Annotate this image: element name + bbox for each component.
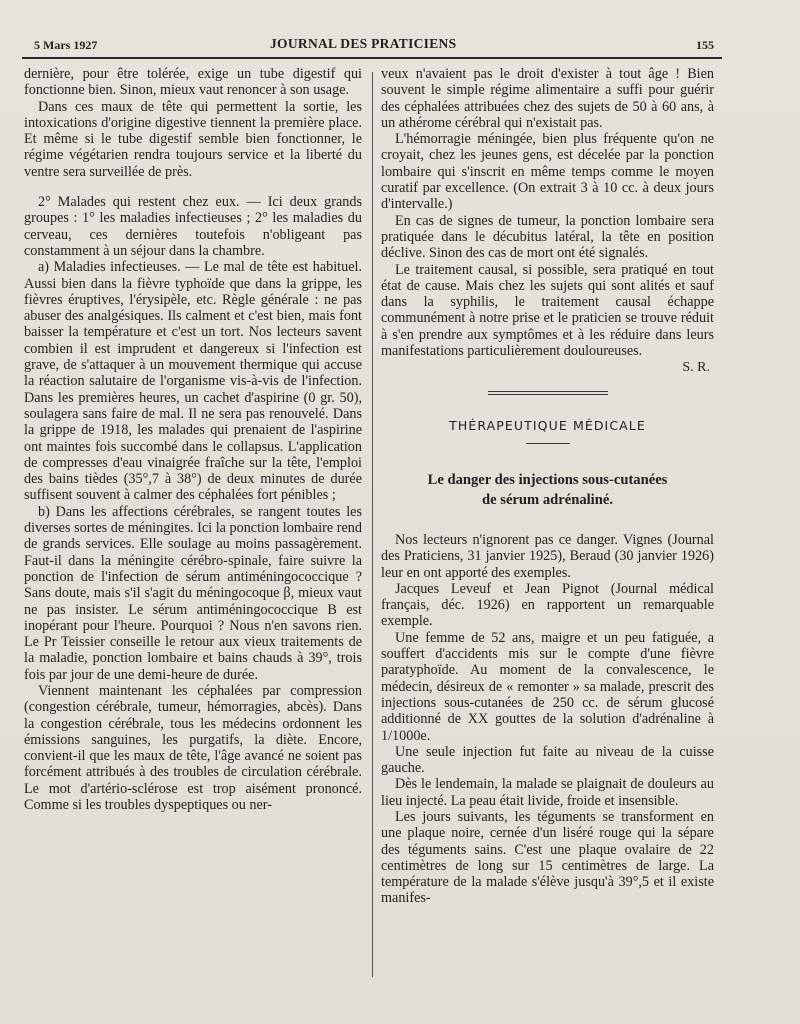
paragraph: a) Maladies infectieuses. — Le mal de tête est habituel. Aussi bien dans la fièvre typhoïde que dans la grippe, les fièvres éruptives, l'érysipèle, etc. Règle générale : ne pas abuser des analgésiques. Ils calment et c'est bien, mais font baisser la température et c'est un tort. Nos lecteurs savent combien il est imprudent et dangereux si l'infection est grave, de s'attaquer à un mouvement thermique qui accuse la réaction salutaire de l'organisme vis-à-vis de l'infection. Dans les premières heures, un cachet d'aspirine (0 gr. 50), soulagera sans faire de mal. Il ne sera pas renouvelé. Dans la grippe de 1918, les malades qui prenaient de l'aspirine ont maintes fois succombé dans le collapsus. L'application de compresses d'eau vinaigrée fraîche sur la tête, l'emploi des bains tièdes (35°,7 à 38°) de deux minutes de durée suffisent souvent à calmer des céphalées fort pénibles ; — [24, 259, 362, 504]
header-page-number: 155 — [696, 38, 714, 52]
section-underline — [526, 443, 570, 444]
paragraph: En cas de signes de tumeur, la ponction lombaire sera pratiquée dans le décubitus latéral, la tête en position déclive. Sinon des cas de mort ont été signalés. — [381, 212, 714, 262]
paragraph: Une femme de 52 ans, maigre et un peu fatiguée, a souffert d'accidents mis sur le compte d'une fièvre paratyphoïde. Au moment de la convalescence, le médecin, désireux de « remonter » sa malade, prescrit des injections sous-cutanées de 250 cc. de sérum glucosé additionné de XX gouttes de la solution d'adrénaline à 1/1000e. — [381, 629, 714, 744]
paragraph: Les jours suivants, les téguments se transforment en une plaque noire, cernée d'un liséré rouge qui la sépare des téguments sains. C'est une plaque ovalaire de 22 centimètres de long sur 15 centimètres de large. La température de la malade s'élève jusqu'à 39°,5 et il existe manifes- — [381, 808, 714, 907]
article-title-line: Le danger des injections sous-cutanées — [427, 471, 668, 488]
header-date: 5 Mars 1927 — [34, 38, 98, 52]
paragraph: Jacques Leveuf et Jean Pignot (Journal médical français, déc. 1926) en rapportent un remarquable exemple. — [381, 580, 714, 630]
paragraph: veux n'avaient pas le droit d'exister à tout âge ! Bien souvent le simple régime alimentaire a suffi pour guérir des céphalées attribuées chez des sujets de 50 à 60 ans, à un athérome cérébral qui n'existait pas. — [381, 66, 714, 131]
column-separator — [372, 72, 373, 977]
paragraph: dernière, pour être tolérée, exige un tube digestif qui fonctionne bien. Sinon, mieux vaut renoncer à son usage. — [24, 66, 362, 99]
header-rule — [22, 57, 722, 59]
paragraph: Viennent maintenant les céphalées par compression (congestion cérébrale, tumeur, hémorragies, abcès). Dans la congestion cérébrale, tous les médecins ordonnent les émissions sanguines, les purgatifs, la diète. Encore, convient-il que les maux de tête, l'âge avancé ne soient pas forcément attribués à des troubles de circulation cérébrale. Le mot d'artério-sclérose est trop aisément prononcé. Comme si les troubles dyspeptiques ou ner- — [24, 682, 362, 814]
paragraph: b) Dans les affections cérébrales, se rangent toutes les diverses sortes de méningites. Ici la ponction lombaire rend de grands services. Elle soulage au moins passagèrement. Faut-il dans la méningite cérébro-spinale, faire suivre la ponction de l'infection de sérum antiméningococcique ? Sans doute, mais s'il s'agit du méningocoque β, mieux vaut ne pas insister. Le sérum antiméningococcique B est inopérant pour l'heure. Pourquoi ? Nous n'en savons rien. Le Pr Teissier conseille le retour aux vieux traitements de la maladie, ponction lombaire et bains chauds à 39°, trois fois par jour de une demi-heure de durée. — [24, 503, 362, 683]
section-divider — [488, 391, 608, 395]
paragraph: Nos lecteurs n'ignorent pas ce danger. Vignes (Journal des Praticiens, 31 janvier 1925), Beraud (30 janvier 1926) leur en ont apporté des exemples. — [381, 531, 714, 581]
article-title-line: de sérum adrénaliné. — [482, 491, 613, 508]
running-header — [34, 36, 714, 56]
paragraph: L'hémorragie méningée, bien plus fréquente qu'on ne croyait, chez les jeunes gens, est décelée par la ponction lombaire qui s'inscrit en même temps comme le moyen curatif par excellence. (On extrait 3 à 10 cc. à deux jours d'intervalle.) — [381, 131, 714, 213]
paragraph: Une seule injection fut faite au niveau de la cuisse gauche. — [381, 743, 714, 777]
article-signature: S. R. — [682, 360, 710, 376]
paragraph: 2° Malades qui restent chez eux. — Ici deux grands groupes : 1° les maladies infectieuses ; 2° les maladies du cerveau, ces dernières toutefois n'obligeant pas constamment à un séjour dans la chambre. — [24, 194, 362, 259]
paragraph: Dans ces maux de tête qui permettent la sortie, les intoxications d'origine digestive tiennent la première place. Et même si le tube digestif semble bien fonctionner, le régime végétarien rendra toujours service et la liberté du ventre sera surveillée de près. — [24, 98, 362, 180]
article-title — [381, 470, 714, 510]
left-column — [24, 66, 362, 813]
header-journal-title: JOURNAL DES PRATICIENS — [270, 36, 457, 51]
section-heading: THÉRAPEUTIQUE MÉDICALE — [449, 417, 646, 433]
paragraph: Le traitement causal, si possible, sera pratiqué en tout état de cause. Mais chez les sujets qui sont alités et sauf dans la syphilis, le traitement causal échappe communément à notre prise et le praticien se trouve réduit à s'en prendre aux symptômes et à les réduire dans leurs manifestations particulièrement douloureuses. — [381, 261, 714, 360]
paragraph: Dès le lendemain, la malade se plaignait de douleurs au lieu injecté. La peau était livide, froide et insensible. — [381, 776, 714, 809]
right-column — [381, 66, 714, 907]
